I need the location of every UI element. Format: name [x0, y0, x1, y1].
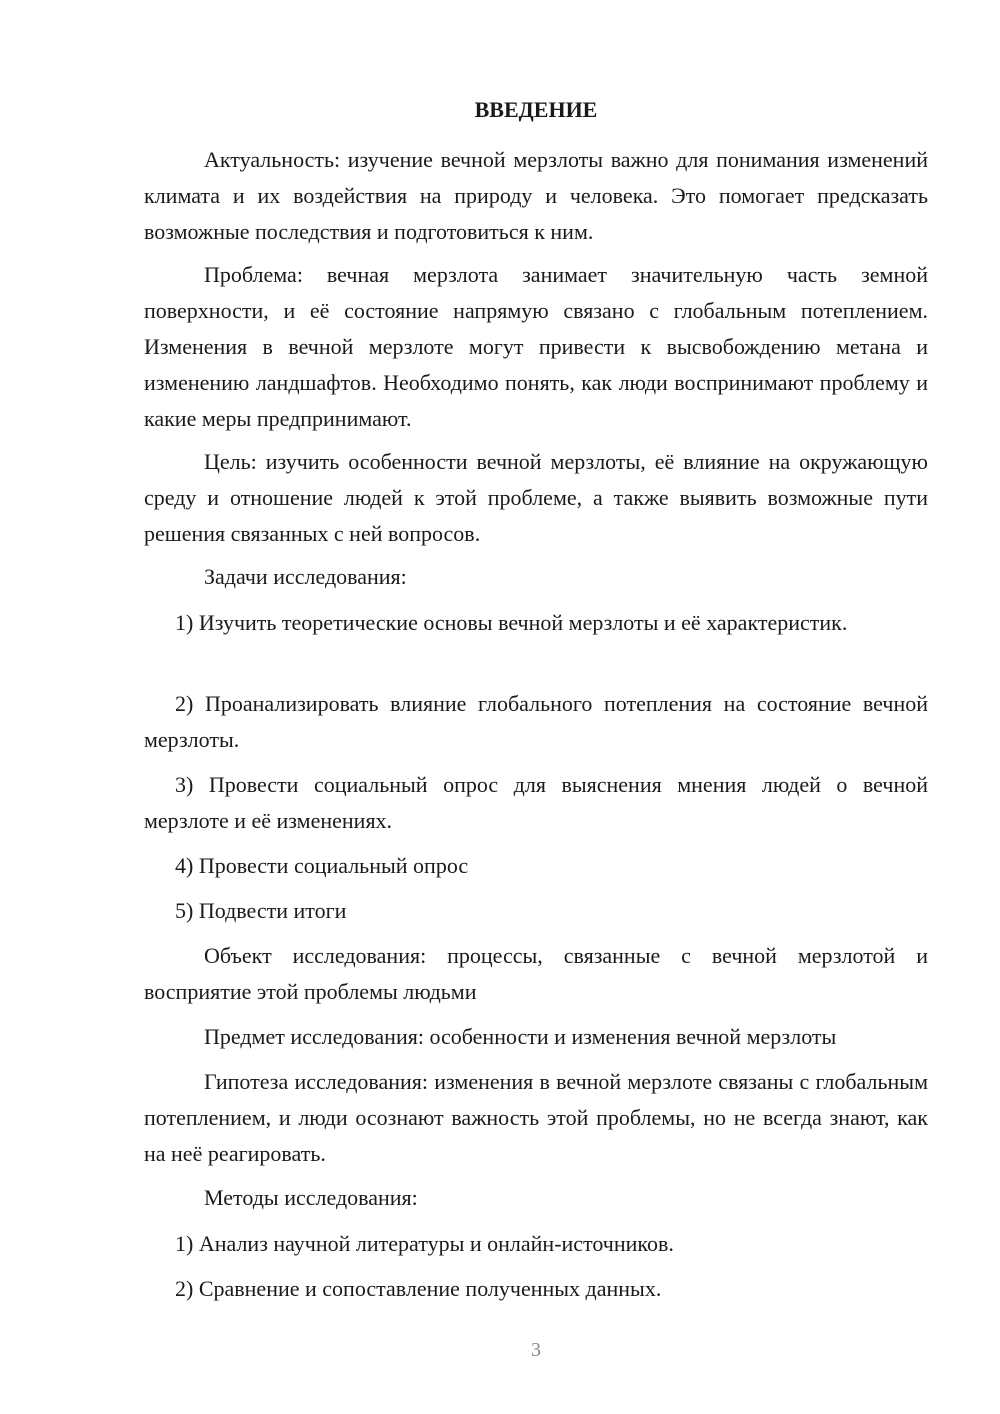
- goal-paragraph: Цель: изучить особенности вечной мерзлоты, её влияние на окружающую среду и отношение людей к этой проблеме, а также выявить возможные пути решения связанных с ней вопросов.: [144, 449, 928, 546]
- method-item-2: 2) Сравнение и сопоставление полученных данных.: [175, 1276, 662, 1301]
- subject-paragraph: Предмет исследования: особенности и изменения вечной мерзлоты: [204, 1024, 837, 1049]
- hypothesis-paragraph: Гипотеза исследования: изменения в вечной мерзлоте связаны с глобальным потеплением, и люди осознают важность этой проблемы, но не всегда знают, как на неё реагировать.: [144, 1069, 928, 1166]
- task-item-1: 1) Изучить теоретические основы вечной мерзлоты и её характеристик.: [175, 610, 848, 635]
- methods-title: Методы исследования:: [204, 1185, 418, 1210]
- task-item-3: 3) Провести социальный опрос для выяснения мнения людей о вечной мерзлоте и её изменениях.: [144, 772, 928, 833]
- tasks-title: Задачи исследования:: [204, 564, 407, 589]
- task-item-5: 5) Подвести итоги: [175, 898, 347, 923]
- method-item-1: 1) Анализ научной литературы и онлайн-источников.: [175, 1231, 674, 1256]
- page-number: 3: [531, 1339, 541, 1361]
- relevance-paragraph: Актуальность: изучение вечной мерзлоты важно для понимания изменений климата и их воздействия на природу и человека. Это помогает предсказать возможные последствия и подготовиться к ним.: [144, 147, 928, 244]
- task-item-4: 4) Провести социальный опрос: [175, 853, 469, 878]
- task-item-2: 2) Проанализировать влияние глобального потепления на состояние вечной мерзлоты.: [144, 691, 928, 752]
- object-paragraph: Объект исследования: процессы, связанные с вечной мерзлотой и восприятие этой проблемы людьми: [144, 943, 928, 1004]
- section-heading: ВВЕДЕНИЕ: [474, 97, 598, 122]
- problem-paragraph: Проблема: вечная мерзлота занимает значительную часть земной поверхности, и её состояние напрямую связано с глобальным потеплением. Изменения в вечной мерзлоте могут привести к высвобождению метана и изменению ландшафтов. Необходимо понять, как люди воспринимают проблему и какие меры предпринимают.: [144, 262, 928, 431]
